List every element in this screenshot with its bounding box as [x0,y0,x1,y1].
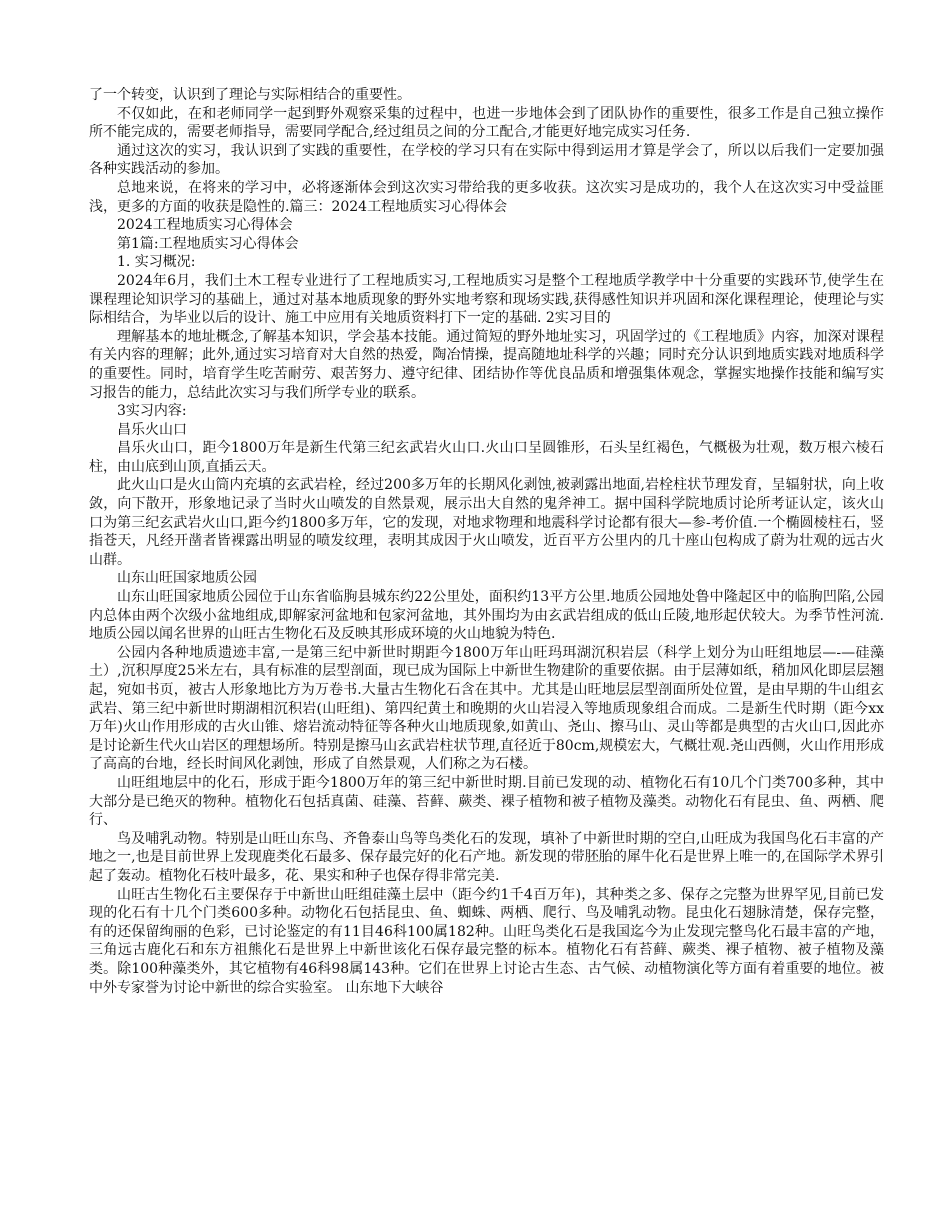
paragraph-shanwang-4: 鸟及哺乳动物。特别是山旺山东鸟、齐鲁泰山鸟等鸟类化石的发现，填补了中新世时期的空白,山旺成为我国鸟化石丰富的产地之一,也是目前世界上发现鹿类化石最多、保存最完好的化石产地。新发现的带胚胎的犀牛化石是世界上唯一的,在国际学术界引起了轰动。植物化石枝叶最多，花、果实和种子也保存得非常完美. [89,830,884,884]
paragraph-changle-2: 此火山口是火山筒内充填的玄武岩栓，经过200多万年的长期风化剥蚀,被剥露出地面,岩栓柱状节理发育，呈辐射状，向上收敛，向下散开，形象地记录了当时火山喷发的自然景观，展示出大自然的鬼斧神工。据中国科学院地质讨论所考证认定，该火山口为第三纪玄武岩火山口,距今约1800多万年，它的发现，对地求物理和地震科学讨论都有很大—参-考价值.一个椭圆棱柱石，竖指苍天，凡经开凿者皆裸露出明显的喷发纹理，表明其成因于火山喷发，近百平方公里内的几十座山包构成了蔚为壮观的远古火山群。 [89,477,884,568]
paragraph-shanwang-1: 山东山旺国家地质公园位于山东省临朐县城东约22公里处，面积约13平方公里.地质公园地处鲁中隆起区中的临朐凹陷,公园内总体由两个次级小盆地组成,即解家河盆地和包家河盆地，其外围均为由玄武岩组成的低山丘陵,地形起伏较大。为季节性河流.地质公园以闻名世界的山旺古生物化石及反映其形成环境的火山地貌为特色. [89,589,884,643]
paragraph-2: 不仅如此，在和老师同学一起到野外观察采集的过程中，也进一步地体会到了团队协作的重要性，很多工作是自己独立操作所不能完成的，需要老师指导，需要同学配合,经过组员之间的分工配合,才能更好地完成实习任务. [89,105,884,141]
paragraph-changle-1: 昌乐火山口，距今1800万年是新生代第三纪玄武岩火山口.火山口呈圆锥形，石头呈红褐色，气概极为壮观，数万根六棱石柱，由山底到山顶,直插云天。 [89,440,884,475]
paragraph-overview: 2024年6月，我们土木工程专业进行了工程地质实习,工程地质实习是整个工程地质学教学中十分重要的实践环节,使学生在课程理论知识学习的基础上，通过对基本地质现象的野外实地考察和现场实践,获得感性知识并巩固和深化课程理论，使理论与实际相结合，为毕业以后的设计、施工中应用有关地质资料打下一定的基础. 2实习目的 [89,272,884,327]
heading-shanwang-park: 山东山旺国家地质公园 [117,570,257,587]
paragraph-purpose: 理解基本的地址概念,了解基本知识，学会基本技能。通过简短的野外地址实习，巩固学过的《工程地质》内容，加深对课程有关内容的理解；此外,通过实习培育对大自然的热爱，陶冶情操，提高随地址科学的兴趣；同时充分认识到地质实践对地质科学的重要性。同时，培育学生吃苦耐劳、艰苦努力、遵守纪律、团结协作等优良品质和增强集体观念，掌握实地操作技能和编写实习报告的能力，总结此次实习与我们所学专业的联系。 [89,328,884,401]
heading-changle-volcano: 昌乐火山口 [117,421,187,438]
paragraph-shanwang-2: 公园内各种地质遗迹丰富,一是第三纪中新世时期距今1800万年山旺玛珥湖沉积岩层（科学上划分为山旺组地层—-—硅藻土）,沉积厚度25米左右，具有标准的层型剖面，现已成为国际上中新世生物建阶的重要依据。由于层薄如纸，稍加风化即层层翘起，宛如书页，被古人形象地比方为万卷书.大量古生物化石含在其中。尤其是山旺地层层型剖面所处位置，是由早期的牛山组玄武岩、第三纪中新世时期湖相沉积岩(山旺组)、第四纪黄土和晚期的火山岩浸入等地质现象组合而成。二是新生代时期（距今xx万年)火山作用形成的古火山锥、熔岩流动特征等各种火山地质现象,如黄山、尧山、擦马山、灵山等都是典型的古火山口,因此亦是讨论新生代火山岩区的理想场所。特别是擦马山玄武岩柱状节理,直径近于80cm,规模宏大，气概壮观.尧山西侧，火山作用形成了高高的台地，经长时间风化剥蚀，形成了自然景观，人们称之为石楼。 [89,644,884,773]
heading-chapter-1: 第1篇:工程地质实习心得体会 [117,235,299,252]
paragraph-shanwang-3: 山旺组地层中的化石，形成于距今1800万年的第三纪中新世时期.目前已发现的动、植物化石有10几个门类700多种，其中大部分是已绝灭的物种。植物化石包括真菌、硅藻、苔藓、蕨类、裸子植物和被子植物及藻类。动物化石有昆虫、鱼、两栖、爬行、 [89,774,884,829]
heading-article-title: 2024工程地质实习心得体会 [117,217,293,234]
paragraph-shanwang-5: 山旺古生物化石主要保存于中新世山旺组硅藻土层中（距今约1千4百万年)，其种类之多、保存之完整为世界罕见,目前已发现的化石有十几个门类600多种。动物化石包括昆虫、鱼、蜘蛛、两栖、爬行、鸟及哺乳动物。昆虫化石翅脉清楚，保存完整，有的还保留绚丽的色彩，已讨论鉴定的有11目46科100属182种。山旺鸟类化石是我国迄今为止发现完整鸟化石最丰富的产地，三角远古鹿化石和东方祖熊化石是世界上中新世该化石保存最完整的标本。植物化石有苔藓、蕨类、裸子植物、被子植物及藻类。除100种藻类外，其它植物有46科98属143种。它们在世界上讨论古生态、古气候、动植物演化等方面有着重要的地位。被中外专家誉为讨论中新世的综合实验室。 山东地下大峡谷 [89,886,884,996]
paragraph-4: 总地来说，在将来的学习中，必将逐渐体会到这次实习带给我的更多收获。这次实习是成功的，我个人在这次实习中受益匪浅，更多的方面的收获是隐性的.篇三：2024工程地质实习心得体会 [89,179,884,215]
heading-section-overview: 1. 实习概况: [117,254,196,271]
paragraph-1: 了一个转变，认识到了理论与实际相结合的重要性。 [89,87,411,103]
heading-section-content: 3实习内容: [117,403,187,420]
paragraph-3: 通过这次的实习，我认识到了实践的重要性，在学校的学习只有在实际中得到运用才算是学会了，所以以后我们一定要加强各种实践活动的参加。 [89,142,884,178]
document-body [89,86,884,997]
